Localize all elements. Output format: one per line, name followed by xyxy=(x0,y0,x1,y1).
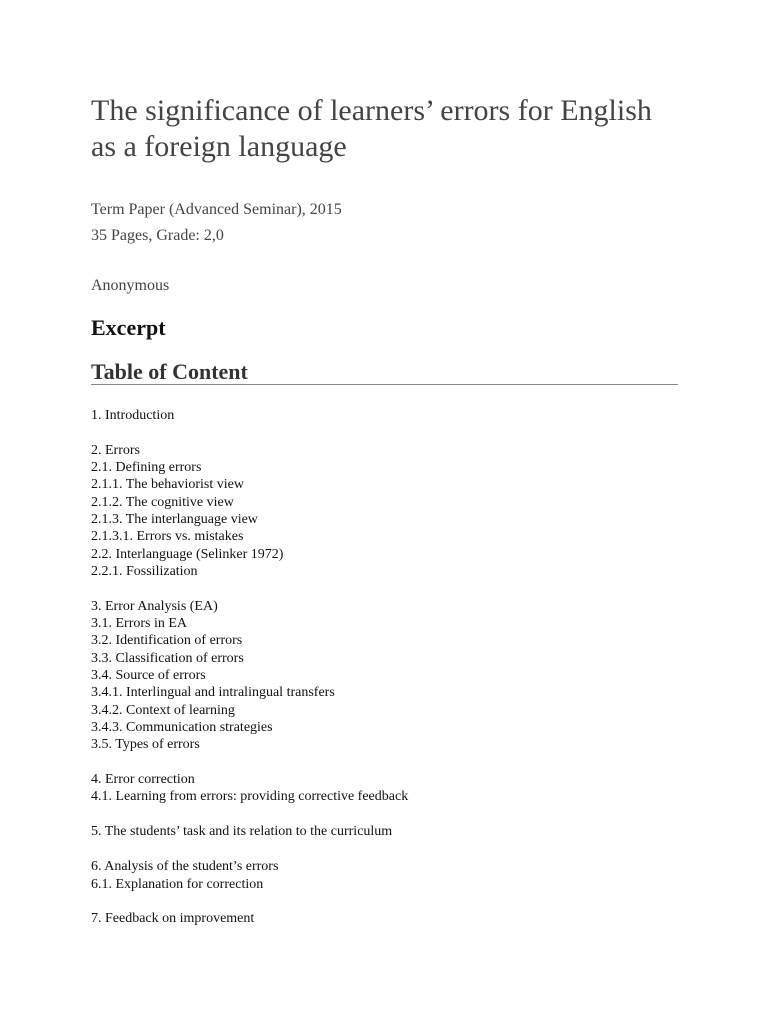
document-pages-grade: 35 Pages, Grade: 2,0 xyxy=(91,227,224,244)
toc-item: 3.2. Identification of errors xyxy=(91,633,243,649)
excerpt-heading: Excerpt xyxy=(91,315,166,340)
toc-item: 4.1. Learning from errors: providing corrective feedback xyxy=(91,789,409,805)
toc-item: 6.1. Explanation for correction xyxy=(91,876,264,892)
toc-item: 3. Error Analysis (EA) xyxy=(91,598,218,614)
toc-item: 2.1. Defining errors xyxy=(91,460,202,476)
toc-item: 2.1.3. The interlanguage view xyxy=(91,512,258,528)
toc-item: 2. Errors xyxy=(91,442,140,458)
toc-item: 3.5. Types of errors xyxy=(91,737,200,753)
toc-item: 2.2.1. Fossilization xyxy=(91,563,198,579)
toc-divider xyxy=(91,384,678,385)
toc-item: 2.2. Interlanguage (Selinker 1972) xyxy=(91,546,284,562)
toc-group xyxy=(91,771,678,806)
table-of-contents xyxy=(91,407,678,945)
toc-group xyxy=(91,823,678,840)
toc-item: 3.4. Source of errors xyxy=(91,668,206,684)
toc-item: 7. Feedback on improvement xyxy=(91,911,255,927)
toc-group xyxy=(91,407,678,424)
toc-heading: Table of Content xyxy=(91,359,248,384)
document-type: Term Paper (Advanced Seminar), 2015 xyxy=(91,201,342,218)
toc-item: 1. Introduction xyxy=(91,408,175,423)
toc-group xyxy=(91,442,678,580)
toc-item: 3.4.1. Interlingual and intralingual transfers xyxy=(91,685,335,701)
toc-item: 3.1. Errors in EA xyxy=(91,616,188,632)
toc-group xyxy=(91,858,678,893)
document-title: The significance of learners’ errors for English as a foreign language xyxy=(91,94,652,163)
toc-item: 3.3. Classification of errors xyxy=(91,650,244,666)
toc-item: 3.4.3. Communication strategies xyxy=(91,719,273,735)
toc-group xyxy=(91,598,678,754)
document-author: Anonymous xyxy=(91,277,170,294)
toc-item: 6. Analysis of the student’s errors xyxy=(91,859,279,875)
toc-item: 4. Error correction xyxy=(91,772,195,788)
toc-group xyxy=(91,910,678,927)
toc-item: 5. The students’ task and its relation to the curriculum xyxy=(91,824,393,840)
toc-item: 2.1.1. The behaviorist view xyxy=(91,477,244,493)
toc-item: 3.4.2. Context of learning xyxy=(91,702,235,718)
toc-item: 2.1.2. The cognitive view xyxy=(91,494,234,510)
toc-item: 2.1.3.1. Errors vs. mistakes xyxy=(91,529,244,545)
